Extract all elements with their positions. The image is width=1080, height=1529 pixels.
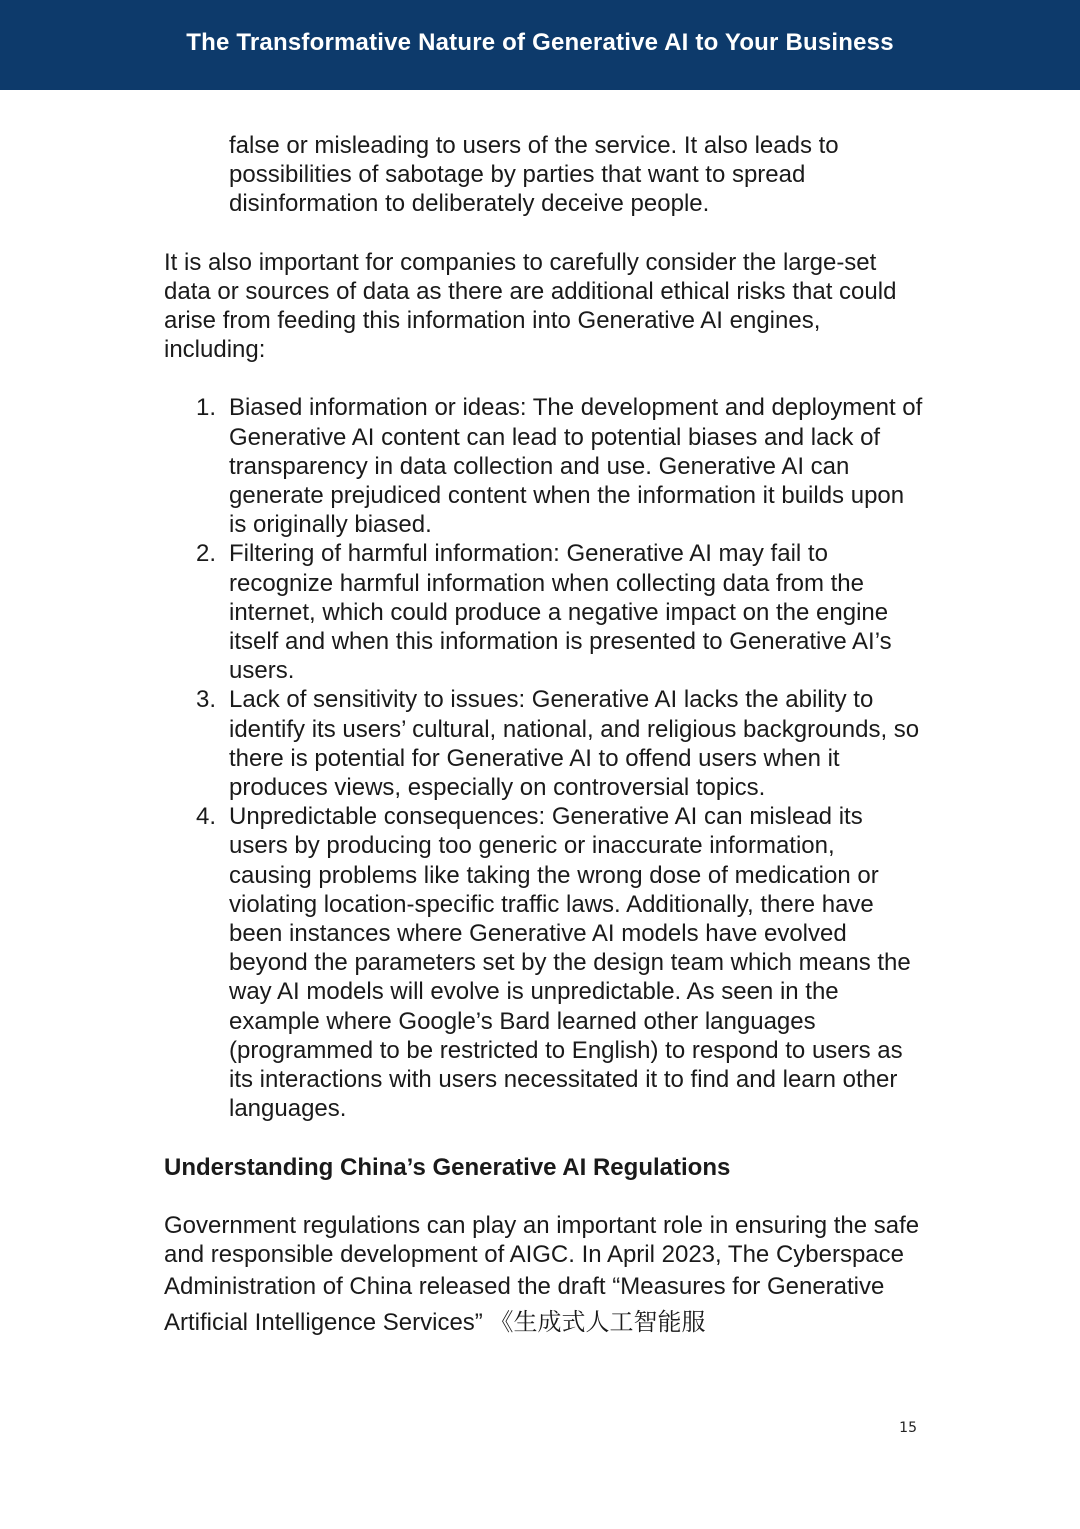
intro-paragraph: It is also important for companies to carefully consider the large-set data or sources of data as there are additional ethical risks that could arise from feeding this information into Generative AI engines, including: (164, 248, 897, 364)
list-item (164, 393, 924, 539)
regulations-paragraph (164, 1211, 924, 1341)
list-item (164, 802, 924, 1123)
ethical-risks-list (164, 393, 924, 1123)
header-title: The Transformative Nature of Generative AI to Your Business (186, 29, 894, 56)
list-number: 3. (196, 686, 217, 714)
list-item-text: Biased information or ideas: The development and deployment of Generative AI content can lead to potential biases and lack of transparency in data collection and use. Generative AI can generate prejudiced content when the information it builds upon is originally biased. (229, 394, 923, 539)
section-heading: Understanding China’s Generative AI Regulations (164, 1153, 731, 1181)
list-item (164, 539, 924, 685)
document-body (164, 131, 924, 1341)
continuation-paragraph: false or misleading to users of the service. It also leads to possibilities of sabotage by parties that want to spread disinformation to deliberately deceive people. (229, 132, 839, 218)
list-item-text: Filtering of harmful information: Generative AI may fail to recognize harmful information when collecting data from the internet, which could produce a negative impact on the engine itself and when this information is presented to Generative AI’s users. (229, 540, 892, 685)
list-number: 1. (196, 394, 217, 422)
page-header (0, 0, 1080, 90)
regulations-paragraph-last-line: for Generative Artificial Intelligence Services” 《生成式人工智能服 (164, 1273, 885, 1337)
list-item-text: Unpredictable consequences: Generative AI can mislead its users by producing too generic or inaccurate information, causing problems like taking the wrong dose of medication or violating location-specific traffic laws. Additionally, there have been instances where Generative AI models have evolved beyond the parameters set by the design team which means the way AI models will evolve is unpredictable. As seen in the example where Google’s Bard learned other languages (programmed to be restricted to English) to respond to users as its interactions with users necessitated it to find and learn other languages. (229, 803, 911, 1123)
list-item (164, 685, 924, 802)
list-number: 4. (196, 803, 217, 831)
regulations-paragraph-main: Government regulations can play an important role in ensuring the safe and responsible development of AIGC. In April 2023, The Cyberspace Administration of China released the draft “Measures (164, 1211, 920, 1301)
page-number: 15 (899, 1420, 917, 1436)
list-number: 2. (196, 540, 217, 568)
list-item-text: Lack of sensitivity to issues: Generative AI lacks the ability to identify its users’ cultural, national, and religious backgrounds, so there is potential for Generative AI to offend users when it produces views, especially on controversial topics. (229, 686, 920, 802)
